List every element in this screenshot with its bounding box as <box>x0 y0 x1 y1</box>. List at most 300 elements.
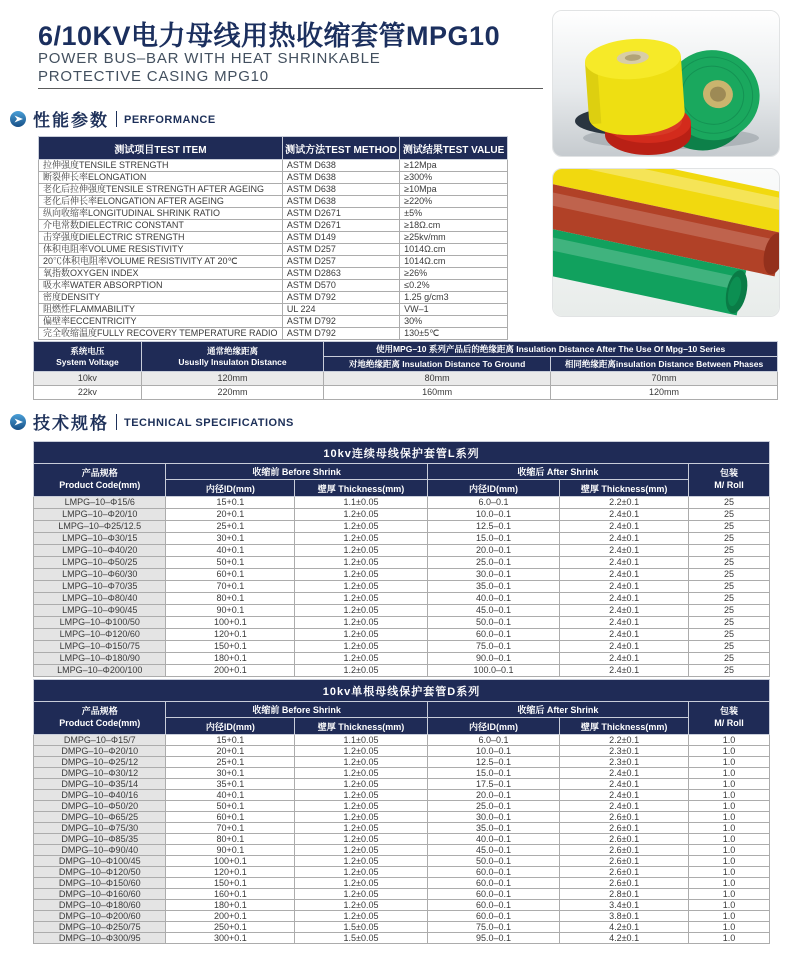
table-cell: 1.2±0.05 <box>295 889 427 900</box>
section-title-divider <box>116 111 117 127</box>
table-cell: 40.0–0.1 <box>427 834 559 845</box>
table-cell: 1.2±0.05 <box>295 746 427 757</box>
l-series-table <box>33 441 770 677</box>
col-system-voltage-zh: 系统电压 <box>70 345 105 356</box>
table-cell: 90.0–0.1 <box>427 653 559 665</box>
table-cell: 密度DENSITY <box>39 292 283 304</box>
section-title-en: TECHNICAL SPECIFICATIONS <box>124 417 294 429</box>
table-cell: 2.6±0.1 <box>560 834 689 845</box>
page-title: 6/10KV电力母线用热收缩套管MPG10 <box>38 21 501 51</box>
table-cell: 介电常数DIELECTRIC CONSTANT <box>39 220 283 232</box>
table-cell: 4.2±0.1 <box>560 922 689 933</box>
table-cell: 完全收缩温度FULLY RECOVERY TEMPERATURE RADIO <box>39 328 283 340</box>
table-cell: 2.4±0.1 <box>560 617 689 629</box>
col-product-code <box>34 702 166 735</box>
table-cell: 100+0.1 <box>166 856 295 867</box>
table-cell: DMPG–10–Φ300/95 <box>34 933 166 944</box>
table-cell: 60.0–0.1 <box>427 911 559 922</box>
table-cell: 60.0–0.1 <box>427 900 559 911</box>
table-cell: 1.2±0.05 <box>295 779 427 790</box>
tape-rolls-illustration <box>553 11 779 156</box>
table-cell: 1.0 <box>689 878 770 889</box>
table-cell: 1.0 <box>689 823 770 834</box>
table-cell: 30+0.1 <box>166 533 295 545</box>
table-cell: 2.4±0.1 <box>560 768 689 779</box>
table-cell: 22kv <box>34 386 142 400</box>
table-row <box>34 933 770 944</box>
table-cell: 90+0.1 <box>166 605 295 617</box>
table-cell: 25 <box>689 521 770 533</box>
table-cell: 2.4±0.1 <box>560 593 689 605</box>
table-cell: 1.2±0.05 <box>295 911 427 922</box>
table-cell: 2.4±0.1 <box>560 641 689 653</box>
table-cell: ≥18Ω.cm <box>400 220 508 232</box>
table-cell: 2.6±0.1 <box>560 856 689 867</box>
table-cell: 2.4±0.1 <box>560 801 689 812</box>
table-row <box>39 256 508 268</box>
table-cell: 150+0.1 <box>166 641 295 653</box>
table-cell: 2.6±0.1 <box>560 845 689 856</box>
insulation-header-row-1 <box>34 342 778 357</box>
table-row <box>39 196 508 208</box>
table-cell: 1.0 <box>689 856 770 867</box>
table-cell: DMPG–10–Φ30/12 <box>34 768 166 779</box>
table-cell: LMPG–10–Φ70/35 <box>34 581 166 593</box>
table-cell: 80+0.1 <box>166 593 295 605</box>
table-cell: 2.6±0.1 <box>560 812 689 823</box>
tubes-illustration <box>553 169 779 316</box>
table-cell: 90+0.1 <box>166 845 295 856</box>
table-row <box>34 593 770 605</box>
table-row <box>39 268 508 280</box>
table-cell: 1.5±0.05 <box>295 922 427 933</box>
table-cell: 35+0.1 <box>166 779 295 790</box>
col-before-thickness: 壁厚 Thickness(mm) <box>295 480 427 497</box>
table-cell: LMPG–10–Φ200/100 <box>34 665 166 677</box>
section-title-zh: 性能参数 <box>33 111 109 130</box>
table-row <box>34 521 770 533</box>
table-cell: UL 224 <box>282 304 399 316</box>
table-row <box>34 922 770 933</box>
table-cell: ≥10Mpa <box>400 184 508 196</box>
table-row <box>34 557 770 569</box>
table-cell: 200+0.1 <box>166 911 295 922</box>
table-cell: DMPG–10–Φ75/30 <box>34 823 166 834</box>
table-cell: 45.0–0.1 <box>427 845 559 856</box>
table-cell: 3.4±0.1 <box>560 900 689 911</box>
table-cell: 2.4±0.1 <box>560 521 689 533</box>
table-row <box>34 665 770 677</box>
arrow-right-circle-icon <box>10 414 26 430</box>
table-row <box>34 735 770 746</box>
table-cell: 100.0–0.1 <box>427 665 559 677</box>
table-row <box>34 900 770 911</box>
table-cell: 1.0 <box>689 746 770 757</box>
table-cell: DMPG–10–Φ120/50 <box>34 867 166 878</box>
table-cell: 4.2±0.1 <box>560 933 689 944</box>
table-cell: 20℃体积电阻率VOLUME RESISTIVITY AT 20℃ <box>39 256 283 268</box>
table-cell: 60.0–0.1 <box>427 629 559 641</box>
table-row <box>39 208 508 220</box>
table-row <box>34 653 770 665</box>
table-cell: 1.2±0.05 <box>295 605 427 617</box>
table-cell: 300+0.1 <box>166 933 295 944</box>
table-cell: ≥220% <box>400 196 508 208</box>
table-cell: DMPG–10–Φ85/35 <box>34 834 166 845</box>
table-cell: 1.0 <box>689 900 770 911</box>
table-row <box>39 280 508 292</box>
l-series-header-row-1 <box>34 464 770 480</box>
table-cell: ASTM D792 <box>282 316 399 328</box>
table-row <box>34 569 770 581</box>
table-cell: 75.0–0.1 <box>427 922 559 933</box>
col-after-shrink: 收缩后 After Shrink <box>427 464 688 480</box>
table-cell: 1.0 <box>689 922 770 933</box>
table-cell: 2.2±0.1 <box>560 497 689 509</box>
table-cell: 60.0–0.1 <box>427 867 559 878</box>
table-cell: 1.2±0.05 <box>295 509 427 521</box>
table-cell: 25+0.1 <box>166 757 295 768</box>
table-row <box>34 790 770 801</box>
col-usual-distance <box>141 342 323 372</box>
table-cell: 150+0.1 <box>166 878 295 889</box>
d-series-title: 10kv单根母线保护套管D系列 <box>34 680 770 702</box>
col-after-id: 内径ID(mm) <box>427 718 559 735</box>
table-cell: 击穿强度DIELECTRIC STRENGTH <box>39 232 283 244</box>
section-title-zh: 技术规格 <box>33 414 109 433</box>
table-cell: DMPG–10–Φ250/75 <box>34 922 166 933</box>
table-cell: DMPG–10–Φ40/16 <box>34 790 166 801</box>
table-cell: 老化后伸长率ELONGATION AFTER AGEING <box>39 196 283 208</box>
table-row <box>34 545 770 557</box>
table-cell: 160+0.1 <box>166 889 295 900</box>
table-cell: LMPG–10–Φ180/90 <box>34 653 166 665</box>
table-cell: 2.3±0.1 <box>560 746 689 757</box>
table-cell: 2.4±0.1 <box>560 779 689 790</box>
table-cell: 70+0.1 <box>166 581 295 593</box>
table-cell: DMPG–10–Φ20/10 <box>34 746 166 757</box>
table-cell: 1.1±0.05 <box>295 497 427 509</box>
col-distance-to-ground: 对地绝缘距离 Insulation Distance To Ground <box>324 357 551 372</box>
table-cell: 45.0–0.1 <box>427 605 559 617</box>
table-cell: 25 <box>689 653 770 665</box>
table-row <box>34 768 770 779</box>
col-system-voltage <box>34 342 142 372</box>
col-test-value: 测试结果TEST VALUE <box>400 137 508 160</box>
table-cell: 1.2±0.05 <box>295 653 427 665</box>
table-cell: 70+0.1 <box>166 823 295 834</box>
col-distance-between-phases: 相同绝缘距离insulation Distance Between Phases <box>551 357 778 372</box>
table-cell: 25 <box>689 593 770 605</box>
table-cell: 20.0–0.1 <box>427 790 559 801</box>
table-cell: 阻燃性FLAMMABILITY <box>39 304 283 316</box>
table-cell: 160mm <box>324 386 551 400</box>
col-packing <box>689 464 770 497</box>
table-cell: 10.0–0.1 <box>427 509 559 521</box>
table-cell: ≥12Mpa <box>400 160 508 172</box>
table-cell: 1.0 <box>689 845 770 856</box>
table-cell: 120mm <box>551 386 778 400</box>
table-cell: VW–1 <box>400 304 508 316</box>
d-series-title-row <box>34 680 770 702</box>
col-test-method: 测试方法TEST METHOD <box>282 137 399 160</box>
table-cell: 25 <box>689 665 770 677</box>
table-cell: 1.2±0.05 <box>295 617 427 629</box>
table-cell: ASTM D638 <box>282 172 399 184</box>
table-row <box>34 533 770 545</box>
table-cell: 20+0.1 <box>166 746 295 757</box>
col-before-shrink: 收缩前 Before Shrink <box>166 702 427 718</box>
table-cell: 1.2±0.05 <box>295 845 427 856</box>
table-row <box>34 801 770 812</box>
table-cell: 25.0–0.1 <box>427 801 559 812</box>
table-row <box>34 823 770 834</box>
table-cell: 1.2±0.05 <box>295 812 427 823</box>
table-row <box>39 172 508 184</box>
table-cell: ASTM D638 <box>282 184 399 196</box>
table-cell: 40+0.1 <box>166 790 295 801</box>
table-cell: 1.2±0.05 <box>295 533 427 545</box>
col-after-thickness: 壁厚 Thickness(mm) <box>560 718 689 735</box>
table-cell: LMPG–10–Φ80/40 <box>34 593 166 605</box>
table-cell: 1.0 <box>689 757 770 768</box>
table-cell: LMPG–10–Φ20/10 <box>34 509 166 521</box>
col-before-id: 内径ID(mm) <box>166 718 295 735</box>
table-cell: 1.0 <box>689 779 770 790</box>
table-cell: 1.2±0.05 <box>295 557 427 569</box>
table-cell: 200+0.1 <box>166 665 295 677</box>
table-cell: 6.0–0.1 <box>427 497 559 509</box>
table-cell: 35.0–0.1 <box>427 823 559 834</box>
table-cell: 2.2±0.1 <box>560 735 689 746</box>
table-row <box>39 160 508 172</box>
col-usual-distance-en: Ususlly Insulaton Distance <box>178 356 287 367</box>
title-divider <box>38 88 543 89</box>
section-title-divider <box>116 414 117 430</box>
table-cell: 1.2±0.05 <box>295 629 427 641</box>
table-cell: ASTM D2863 <box>282 268 399 280</box>
table-cell: 3.8±0.1 <box>560 911 689 922</box>
table-cell: 1.2±0.05 <box>295 593 427 605</box>
table-cell: DMPG–10–Φ15/7 <box>34 735 166 746</box>
table-row <box>34 889 770 900</box>
table-cell: LMPG–10–Φ100/50 <box>34 617 166 629</box>
table-cell: 220mm <box>141 386 323 400</box>
table-cell: 2.4±0.1 <box>560 533 689 545</box>
table-cell: 30% <box>400 316 508 328</box>
table-cell: 30+0.1 <box>166 768 295 779</box>
table-row <box>34 757 770 768</box>
d-series-header-row-1 <box>34 702 770 718</box>
table-cell: 1.5±0.05 <box>295 933 427 944</box>
l-series-title: 10kv连续母线保护套管L系列 <box>34 442 770 464</box>
table-cell: 6.0–0.1 <box>427 735 559 746</box>
l-series-title-row <box>34 442 770 464</box>
arrow-right-circle-icon <box>10 111 26 127</box>
table-cell: LMPG–10–Φ40/20 <box>34 545 166 557</box>
col-before-shrink: 收缩前 Before Shrink <box>166 464 427 480</box>
table-cell: ≥25kv/mm <box>400 232 508 244</box>
section-performance-header <box>10 106 216 131</box>
table-cell: 25 <box>689 509 770 521</box>
table-cell: 25 <box>689 629 770 641</box>
col-product-code-zh: 产品规格 <box>81 468 118 479</box>
table-cell: 40+0.1 <box>166 545 295 557</box>
table-row <box>34 911 770 922</box>
table-cell: 1.2±0.05 <box>295 801 427 812</box>
table-cell: 25 <box>689 605 770 617</box>
table-cell: 1.2±0.05 <box>295 569 427 581</box>
table-cell: DMPG–10–Φ180/60 <box>34 900 166 911</box>
table-cell: 1.2±0.05 <box>295 823 427 834</box>
page-subtitle-line2: PROTECTIVE CASING MPG10 <box>38 68 269 85</box>
table-cell: 氧指数OXYGEN INDEX <box>39 268 283 280</box>
table-cell: 100+0.1 <box>166 617 295 629</box>
col-after-shrink: 收缩后 After Shrink <box>427 702 688 718</box>
table-cell: 1.2±0.05 <box>295 790 427 801</box>
table-cell: 1.0 <box>689 768 770 779</box>
table-cell: 1.2±0.05 <box>295 768 427 779</box>
col-after-thickness: 壁厚 Thickness(mm) <box>560 480 689 497</box>
table-cell: LMPG–10–Φ30/15 <box>34 533 166 545</box>
table-cell: 1.2±0.05 <box>295 545 427 557</box>
product-photo-tape-rolls <box>552 10 780 157</box>
table-cell: 1.0 <box>689 911 770 922</box>
performance-table <box>38 136 508 340</box>
table-row <box>34 845 770 856</box>
table-cell: 1.0 <box>689 735 770 746</box>
table-cell: DMPG–10–Φ25/12 <box>34 757 166 768</box>
table-cell: 1.25 g/cm3 <box>400 292 508 304</box>
table-cell: 体积电阻率VOLUME RESISTIVITY <box>39 244 283 256</box>
table-cell: 2.3±0.1 <box>560 757 689 768</box>
table-cell: 30.0–0.1 <box>427 812 559 823</box>
table-cell: 50.0–0.1 <box>427 617 559 629</box>
table-cell: 180+0.1 <box>166 653 295 665</box>
table-row <box>34 509 770 521</box>
table-cell: 95.0–0.1 <box>427 933 559 944</box>
table-cell: 50+0.1 <box>166 557 295 569</box>
table-cell: 2.6±0.1 <box>560 867 689 878</box>
table-cell: 120+0.1 <box>166 867 295 878</box>
table-row <box>34 856 770 867</box>
table-cell: 60.0–0.1 <box>427 878 559 889</box>
table-cell: ±5% <box>400 208 508 220</box>
table-cell: 1.2±0.05 <box>295 757 427 768</box>
col-packing-zh: 包装 <box>719 468 738 479</box>
table-cell: 25 <box>689 641 770 653</box>
table-cell: 25+0.1 <box>166 521 295 533</box>
col-packing-en: M/ Roll <box>714 718 744 728</box>
table-cell: 2.4±0.1 <box>560 629 689 641</box>
table-row <box>34 497 770 509</box>
table-cell: ASTM D257 <box>282 256 399 268</box>
page-subtitle-line1: POWER BUS–BAR WITH HEAT SHRINKABLE <box>38 50 381 67</box>
table-cell: 1.2±0.05 <box>295 641 427 653</box>
col-product-code-zh: 产品规格 <box>81 706 118 717</box>
table-row <box>34 878 770 889</box>
table-cell: ASTM D792 <box>282 328 399 340</box>
table-cell: 1.2±0.05 <box>295 856 427 867</box>
table-row <box>34 581 770 593</box>
table-cell: DMPG–10–Φ160/60 <box>34 889 166 900</box>
table-cell: 2.6±0.1 <box>560 823 689 834</box>
table-cell: 250+0.1 <box>166 922 295 933</box>
table-cell: 1.0 <box>689 812 770 823</box>
col-system-voltage-en: System Voltage <box>56 356 119 367</box>
table-row <box>34 834 770 845</box>
table-cell: 60.0–0.1 <box>427 889 559 900</box>
table-cell: 1014Ω.cm <box>400 244 508 256</box>
table-row <box>34 629 770 641</box>
table-cell: DMPG–10–Φ90/40 <box>34 845 166 856</box>
table-cell: 130±5℃ <box>400 328 508 340</box>
table-cell: DMPG–10–Φ200/60 <box>34 911 166 922</box>
table-cell: ≤0.2% <box>400 280 508 292</box>
table-cell: ASTM D2671 <box>282 220 399 232</box>
table-cell: 1.2±0.05 <box>295 867 427 878</box>
table-cell: 25 <box>689 497 770 509</box>
table-cell: 1014Ω.cm <box>400 256 508 268</box>
table-cell: ASTM D638 <box>282 160 399 172</box>
table-cell: 60+0.1 <box>166 569 295 581</box>
table-row <box>34 812 770 823</box>
table-cell: 75.0–0.1 <box>427 641 559 653</box>
section-title-en: PERFORMANCE <box>124 114 216 126</box>
table-cell: 120+0.1 <box>166 629 295 641</box>
table-cell: 30.0–0.1 <box>427 569 559 581</box>
table-cell: 17.5–0.1 <box>427 779 559 790</box>
table-cell: 1.2±0.05 <box>295 521 427 533</box>
page-subtitle <box>38 50 381 86</box>
col-before-thickness: 壁厚 Thickness(mm) <box>295 718 427 735</box>
table-cell: 70mm <box>551 372 778 386</box>
table-cell: 2.4±0.1 <box>560 653 689 665</box>
table-cell: ASTM D2671 <box>282 208 399 220</box>
table-cell: 纵向收缩率LONGITUDINAL SHRINK RATIO <box>39 208 283 220</box>
table-cell: 老化后拉伸强度TENSILE STRENGTH AFTER AGEING <box>39 184 283 196</box>
table-row <box>34 746 770 757</box>
table-cell: 15+0.1 <box>166 735 295 746</box>
table-cell: 1.0 <box>689 834 770 845</box>
table-cell: LMPG–10–Φ15/6 <box>34 497 166 509</box>
table-cell: 2.6±0.1 <box>560 878 689 889</box>
table-cell: 50.0–0.1 <box>427 856 559 867</box>
table-row <box>39 244 508 256</box>
table-row <box>39 304 508 316</box>
table-cell: ASTM D792 <box>282 292 399 304</box>
table-row <box>34 641 770 653</box>
table-cell: 1.2±0.05 <box>295 900 427 911</box>
table-cell: 1.2±0.05 <box>295 665 427 677</box>
d-series-table <box>33 679 770 944</box>
table-cell: 1.0 <box>689 867 770 878</box>
table-row <box>39 220 508 232</box>
table-cell: 180+0.1 <box>166 900 295 911</box>
table-row <box>39 316 508 328</box>
table-cell: 2.4±0.1 <box>560 557 689 569</box>
table-cell: 20.0–0.1 <box>427 545 559 557</box>
table-cell: 12.5–0.1 <box>427 757 559 768</box>
table-cell: 80+0.1 <box>166 834 295 845</box>
table-cell: ASTM D638 <box>282 196 399 208</box>
table-row <box>39 184 508 196</box>
table-cell: 60+0.1 <box>166 812 295 823</box>
table-cell: ASTM D149 <box>282 232 399 244</box>
col-usual-distance-zh: 通常绝缘距离 <box>207 345 259 356</box>
table-row <box>34 386 778 400</box>
table-cell: 25.0–0.1 <box>427 557 559 569</box>
